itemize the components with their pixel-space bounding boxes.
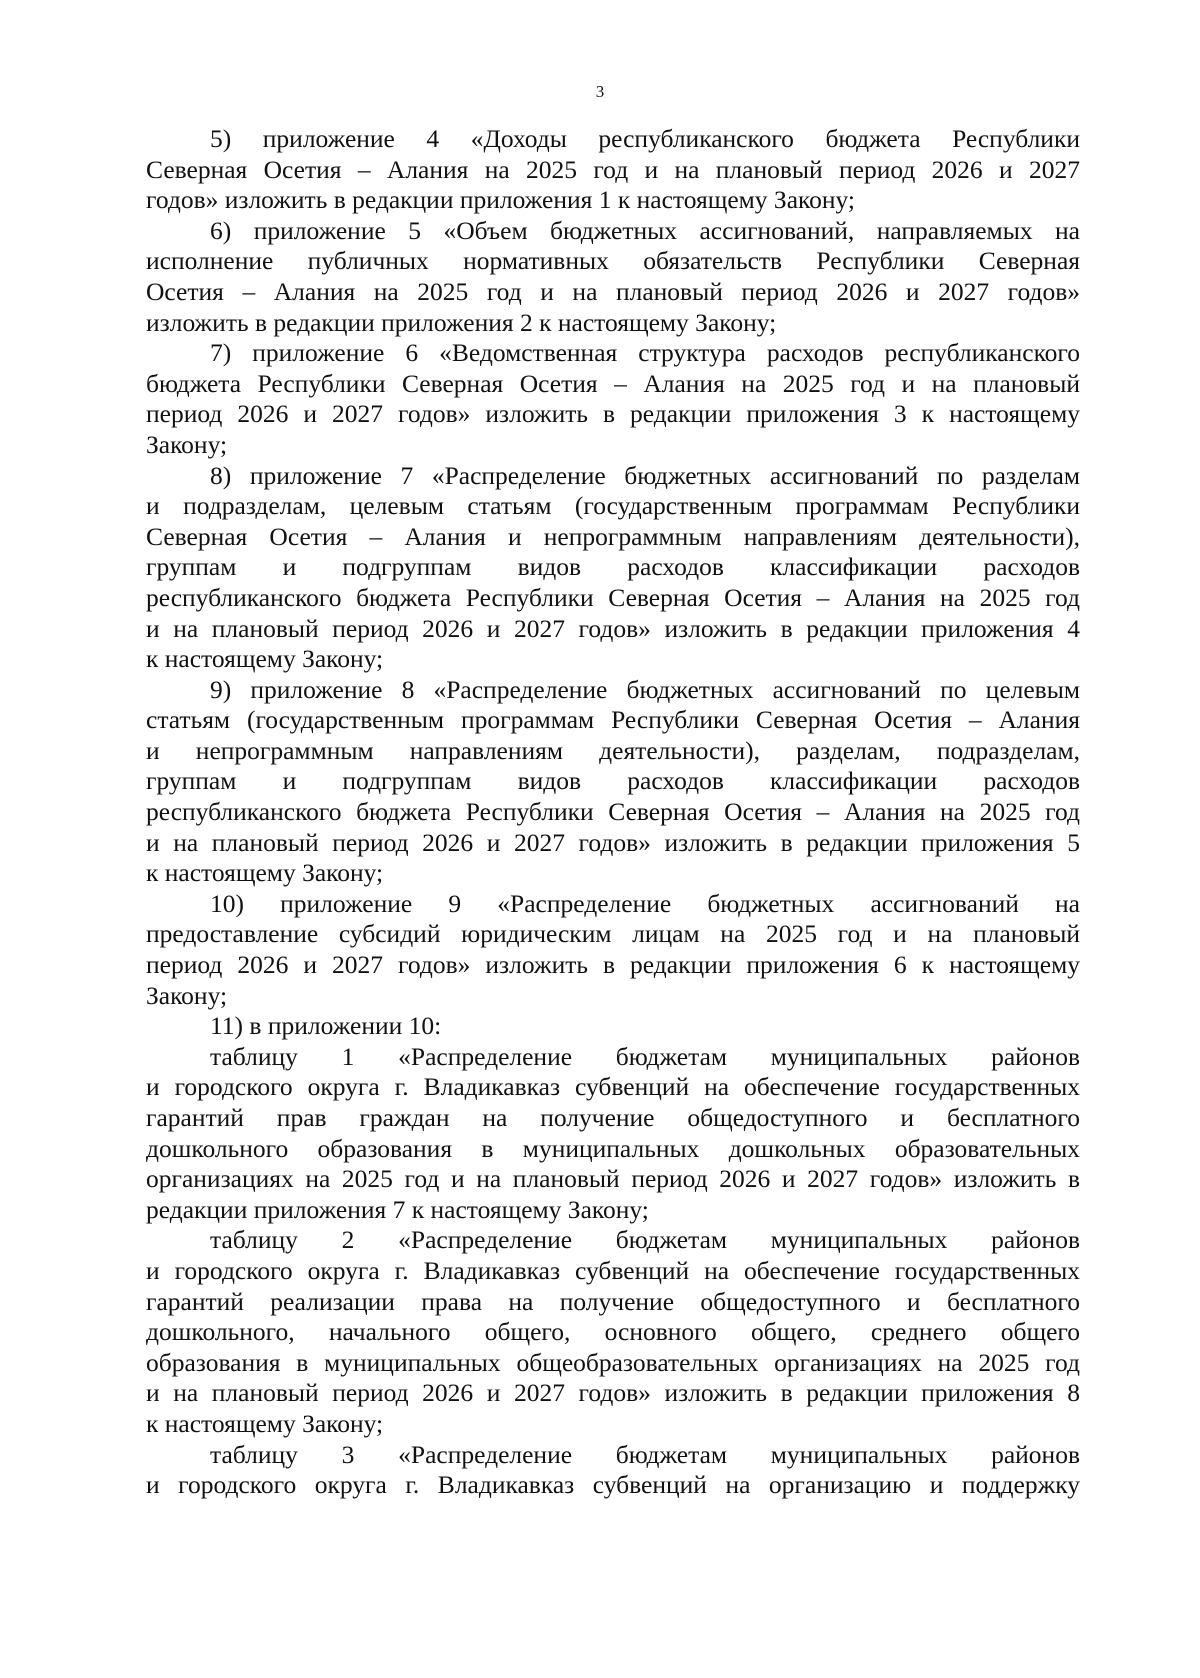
text-line: Закону; [146,429,228,459]
text-line: организациях на 2025 год и на плановый период 2026 и 2027 годов» изложить в [146,1164,1080,1194]
text-line: и городского округа г. Владикавказ субвенций на организацию и поддержку [146,1470,1080,1500]
text-line: 8) приложение 7 «Распределение бюджетных ассигнований по разделам [210,460,1080,490]
text-line: дошкольного, начального общего, основного общего, среднего общего [146,1317,1080,1347]
text-line: гарантий реализации права на получение общедоступного и бесплатного [146,1286,1080,1316]
text-line: и подразделам, целевым статьям (государственным программам Республики [146,491,1080,521]
paragraph-p6 [146,216,1080,338]
text-line: Закону; [146,980,228,1010]
text-line: группам и подгруппам видов расходов классификации расходов [146,552,1080,582]
text-line: республиканского бюджета Республики Северная Осетия – Алания на 2025 год [146,582,1080,612]
text-line: 6) приложение 5 «Объем бюджетных ассигнований, направляемых на [210,215,1080,245]
page-number: 3 [595,82,605,101]
document-body [146,124,1080,1501]
text-line: и городского округа г. Владикавказ субвенций на обеспечение государственных [146,1072,1080,1102]
paragraph-p9 [146,675,1080,889]
text-line: изложить в редакции приложения 2 к настоящему Закону; [146,307,777,337]
text-line: к настоящему Закону; [146,1408,384,1438]
text-line: и непрограммным направлениям деятельности), разделам, подразделам, [146,735,1080,765]
paragraph-t1 [146,1042,1080,1226]
paragraph-p11 [146,1011,1080,1042]
text-line: Северная Осетия – Алания на 2025 год и на плановый период 2026 и 2027 [146,154,1080,184]
text-line: таблицу 2 «Распределение бюджетам муниципальных районов [210,1225,1080,1255]
text-line: бюджета Республики Северная Осетия – Алания на 2025 год и на плановый [146,368,1080,398]
paragraph-p5 [146,124,1080,216]
text-line: группам и подгруппам видов расходов классификации расходов [146,766,1080,796]
text-line: образования в муниципальных общеобразовательных организациях на 2025 год [146,1347,1080,1377]
paragraph-p8 [146,461,1080,675]
text-line: Северная Осетия – Алания и непрограммным направлениям деятельности), [146,521,1080,551]
text-line: 10) приложение 9 «Распределение бюджетных ассигнований на [210,888,1080,918]
text-line: годов» изложить в редакции приложения 1 к настоящему Закону; [146,185,855,215]
text-line: период 2026 и 2027 годов» изложить в редакции приложения 6 к настоящему [146,950,1080,980]
text-line: статьям (государственным программам Республики Северная Осетия – Алания [146,705,1080,735]
text-line: и на плановый период 2026 и 2027 годов» изложить в редакции приложения 8 [146,1378,1080,1408]
text-line: республиканского бюджета Республики Северная Осетия – Алания на 2025 год [146,797,1080,827]
text-line: период 2026 и 2027 годов» изложить в редакции приложения 3 к настоящему [146,399,1080,429]
text-line: гарантий прав граждан на получение общедоступного и бесплатного [146,1103,1080,1132]
text-line: исполнение публичных нормативных обязательств Республики Северная [146,246,1080,276]
text-line: и на плановый период 2026 и 2027 годов» изложить в редакции приложения 4 [146,613,1080,643]
text-line: 7) приложение 6 «Ведомственная структура расходов республиканского [210,338,1080,368]
text-line: 9) приложение 8 «Распределение бюджетных ассигнований по целевым [210,674,1080,704]
text-line: редакции приложения 7 к настоящему Закону; [146,1194,649,1224]
text-line: к настоящему Закону; [146,644,384,674]
paragraph-t3 [146,1440,1080,1501]
text-line: Осетия – Алания на 2025 год и на плановый период 2026 и 2027 годов» [146,276,1080,306]
text-line: таблицу 3 «Распределение бюджетам муниципальных районов [210,1439,1080,1469]
text-line: к настоящему Закону; [146,858,384,888]
text-line: и на плановый период 2026 и 2027 годов» изложить в редакции приложения 5 [146,827,1080,857]
paragraph-t2 [146,1225,1080,1439]
text-line: и городского округа г. Владикавказ субвенций на обеспечение государственных [146,1255,1080,1285]
paragraph-p7 [146,338,1080,460]
text-line: 11) в приложении 10: [210,1011,442,1041]
text-line: дошкольного образования в муниципальных дошкольных образовательных [146,1133,1080,1163]
text-line: таблицу 1 «Распределение бюджетам муниципальных районов [210,1041,1080,1071]
paragraph-p10 [146,889,1080,1011]
text-line: 5) приложение 4 «Доходы республиканского бюджета Республики [210,124,1080,153]
text-line: предоставление субсидий юридическим лицам на 2025 год и на плановый [146,919,1080,949]
